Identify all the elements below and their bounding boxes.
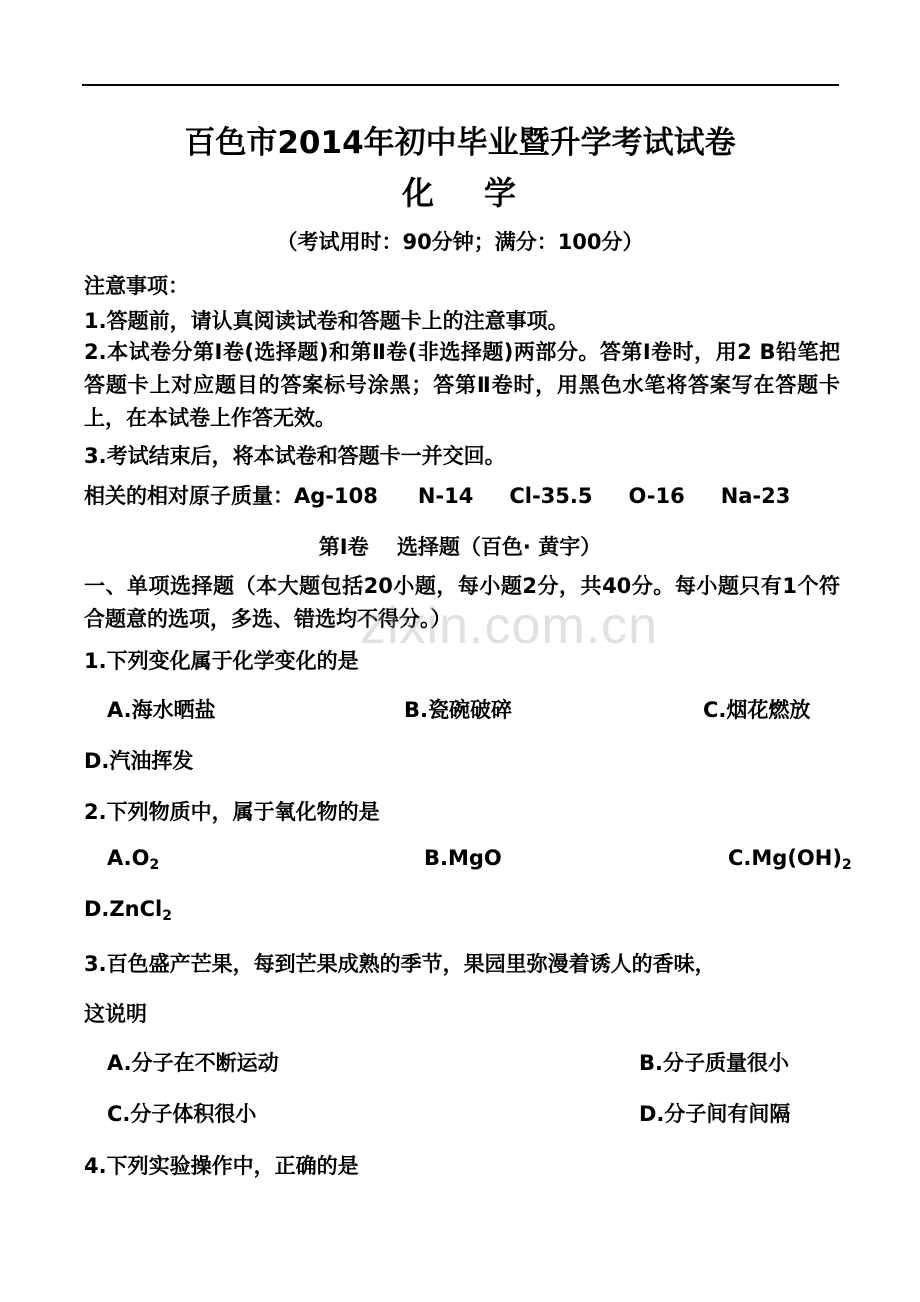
- subject-char-2: 学: [484, 174, 519, 212]
- atomic-mass-cl: Cl-35.5: [509, 484, 593, 508]
- question-3-option-a: A.分子在不断运动: [107, 1051, 279, 1075]
- question-3-stem: 3.百色盛产芒果，每到芒果成熟的季节，果园里弥漫着诱人的香味，: [84, 952, 716, 976]
- question-2-stem: 2.下列物质中，属于氧化物的是: [84, 800, 380, 824]
- exam-meta: （考试用时：90分钟；满分：100分）: [276, 230, 644, 254]
- question-3-stem-continued: 这说明: [84, 1002, 147, 1026]
- subject-title: [0, 168, 920, 214]
- header-rule: [82, 84, 839, 86]
- atomic-mass-na: Na-23: [720, 484, 791, 508]
- section-title: 第Ⅰ卷 选择题（百色· 黄宇）: [318, 535, 602, 559]
- question-1-option-d: D.汽油挥发: [84, 749, 194, 773]
- question-3-option-b: B.分子质量很小: [639, 1051, 789, 1075]
- question-1-option-b: B.瓷碗破碎: [404, 698, 512, 722]
- question-1-stem: 1.下列变化属于化学变化的是: [84, 649, 359, 673]
- question-3-option-d: D.分子间有间隔: [639, 1102, 791, 1126]
- notice-item-1: 1.答题前，请认真阅读试卷和答题卡上的注意事项。: [84, 309, 569, 333]
- atomic-mass-o: O-16: [628, 484, 685, 508]
- subject-char-1: 化: [401, 174, 436, 212]
- question-2-option-c: $C.Mg(OH)_2$: [728, 846, 852, 873]
- exam-title: 百色市2014年初中毕业暨升学考试试卷: [184, 125, 736, 161]
- question-4-stem: 4.下列实验操作中，正确的是: [84, 1154, 359, 1178]
- atomic-masses-label: 相关的相对原子质量：Ag-108: [84, 484, 378, 508]
- atomic-mass-n: N-14: [417, 484, 474, 508]
- notice-item-3: 3.考试结束后，将本试卷和答题卡一并交回。: [84, 444, 506, 468]
- question-3-option-c: C.分子体积很小: [107, 1102, 257, 1126]
- question-2-option-b: B.MgO: [424, 846, 502, 870]
- section-instruction: 一、单项选择题（本大题包括20小题，每小题2分，共40分。每小题只有1个符合题意的选项，多选、错选均不得分。）: [84, 574, 840, 631]
- watermark: zixin.com.cn: [360, 597, 659, 655]
- notice-heading: 注意事项：: [84, 274, 189, 298]
- question-1-option-c: C.烟花燃放: [703, 698, 811, 722]
- notice-item-2: 2.本试卷分第Ⅰ卷(选择题)和第Ⅱ卷(非选择题)两部分。答第Ⅰ卷时，用2 B铅笔把答题卡上对应题目的答案标号涂黑；答第Ⅱ卷时，用黑色水笔将答案写在答题卡上，在本试卷上作答无效。: [84, 340, 840, 430]
- atomic-masses: [84, 480, 790, 510]
- question-2-option-d: D.ZnCl$_2$: [84, 897, 172, 924]
- question-2-option-a: $A.O_2$: [107, 846, 160, 873]
- question-1-option-a: A.海水晒盐: [107, 698, 216, 722]
